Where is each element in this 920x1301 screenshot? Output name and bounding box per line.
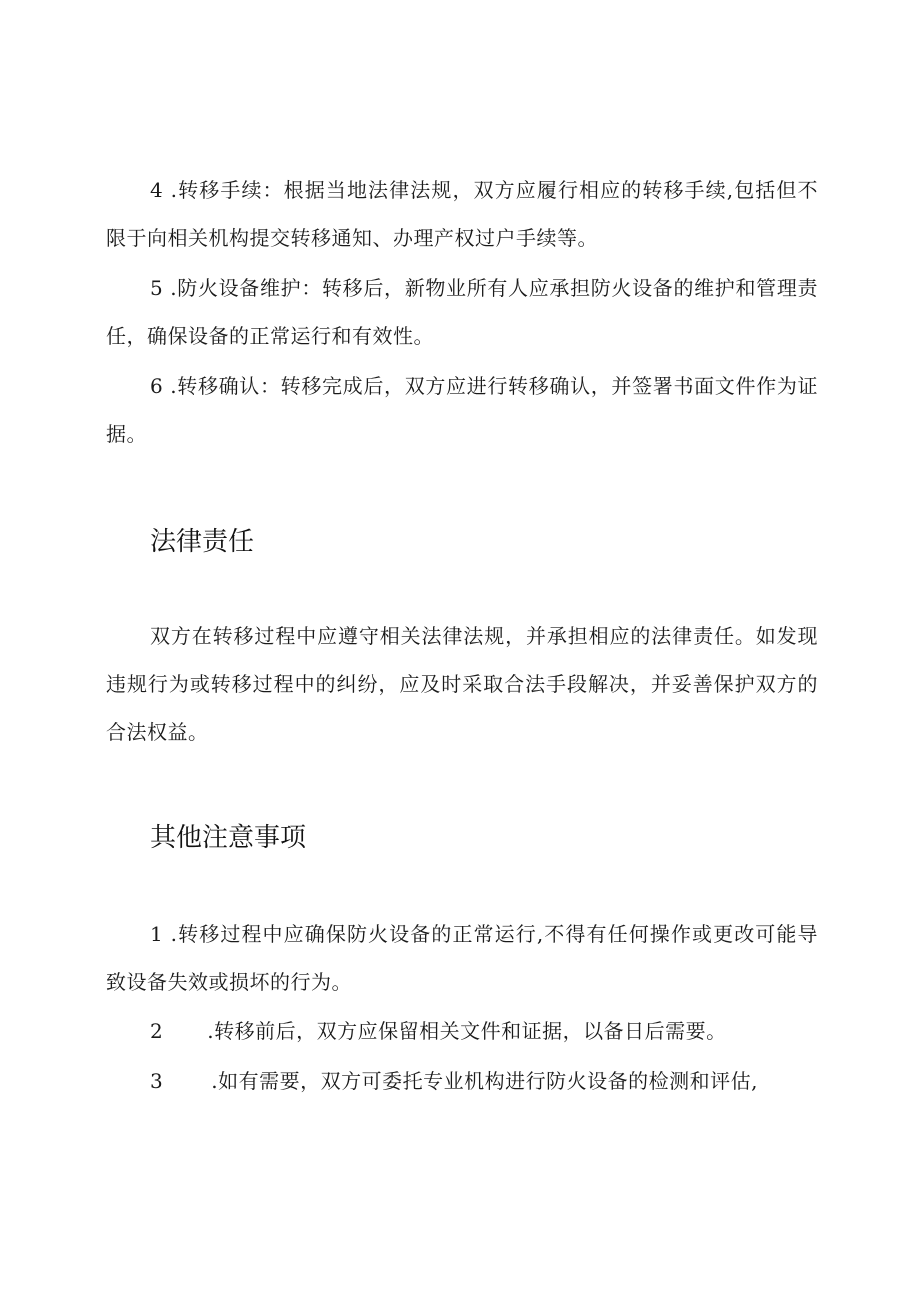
other-notes-heading: 其他注意事项 xyxy=(150,823,307,853)
note-item-3-text: .如有需要，双方可委托专业机构进行防火设备的检测和评估, xyxy=(211,1069,758,1093)
legal-responsibility-heading: 法律责任 xyxy=(150,527,255,557)
legal-responsibility-body: 双方在转移过程中应遵守相关法律法规，并承担相应的法律责任。如发现违规行为或转移过程中的纠纷，应及时采取合法手段解决，并妥善保护双方的合法权益。 xyxy=(106,624,818,744)
note-item-2-text: .转移前后，双方应保留相关文件和证据，以备日后需要。 xyxy=(207,1019,727,1043)
transfer-step-6: 6 .转移确认：转移完成后，双方应进行转移确认，并签署书面文件作为证据。 xyxy=(106,374,818,446)
transfer-step-4: 4 .转移手续：根据当地法律法规，双方应履行相应的转移手续,包括但不限于向相关机构提交转移通知、办理产权过户手续等。 xyxy=(106,178,818,250)
note-item-2 xyxy=(106,1007,818,1055)
note-item-1: 1 .转移过程中应确保防火设备的正常运行,不得有任何操作或更改可能导致设备失效或损坏的行为。 xyxy=(106,922,818,994)
transfer-step-5: 5 .防火设备维护：转移后，新物业所有人应承担防火设备的维护和管理责任，确保设备的正常运行和有效性。 xyxy=(106,276,818,348)
note-item-3-number: 3 xyxy=(150,1069,164,1093)
note-item-3 xyxy=(106,1057,818,1105)
note-item-2-number: 2 xyxy=(150,1019,164,1043)
